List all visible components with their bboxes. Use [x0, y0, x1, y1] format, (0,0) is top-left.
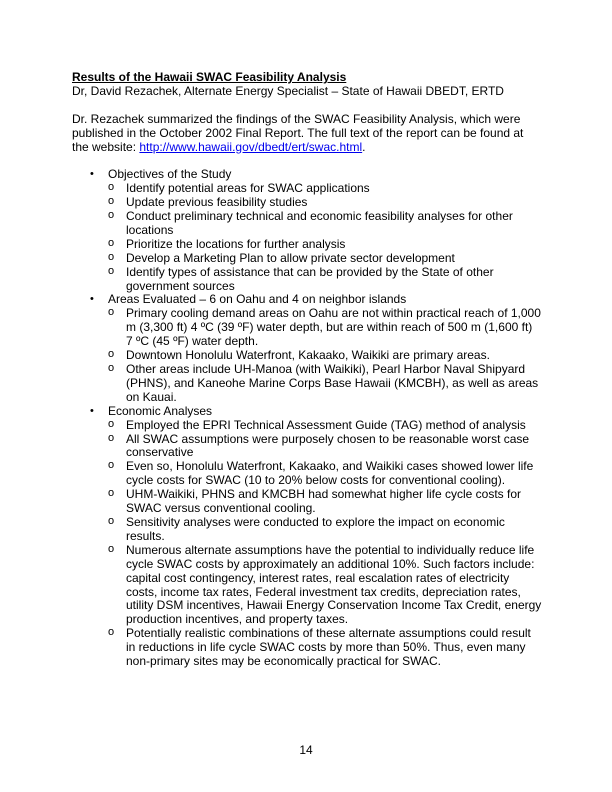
intro-end: .: [362, 139, 366, 154]
findings-list: [72, 168, 542, 669]
section-economic-analyses: [72, 405, 542, 669]
list-item: o Numerous alternate assumptions have the potential to individually reduce life cycle SWAC costs by approximately an additional 10%. Such factors include: capital cost contingency, interest rates, real escalation rates of electricity costs, income tax rates, Federal investment tax credits, depreciation rates, utility DSM incentives, Hawaii Energy Conservation Income Tax Credit, energy production incentives, and property taxes.: [108, 542, 542, 627]
sub-list: [108, 307, 542, 404]
sub-list: [108, 419, 542, 669]
list-item: o Primary cooling demand areas on Oahu are not within practical reach of 1,000 m (3,300 ft) 4 ºC (39 ºF) water depth, but are within reach of 500 m (1,600 ft) 7 ºC (45 ºF) water depth.: [108, 306, 541, 349]
list-item: o All SWAC assumptions were purposely chosen to be reasonable worst case conservative: [108, 431, 530, 460]
list-item: o Develop a Marketing Plan to allow private sector development: [108, 250, 455, 265]
circle-bullet-icon: o: [108, 181, 115, 194]
intro-paragraph: [72, 113, 542, 155]
circle-bullet-icon: o: [108, 209, 115, 222]
list-item: o Even so, Honolulu Waterfront, Kakaako, and Waikiki cases showed lower life cycle costs for SWAC (10 to 20% below costs for conventional cooling).: [108, 459, 534, 488]
sub-list: [108, 182, 542, 293]
bullet-icon: •: [90, 404, 94, 417]
list-item: o Identify types of assistance that can be provided by the State of other government sources: [108, 264, 494, 293]
circle-bullet-icon: o: [108, 459, 115, 472]
section-label: Objectives of the Study: [108, 167, 232, 182]
list-item: o Update previous feasibility studies: [108, 195, 308, 210]
section-label: Economic Analyses: [108, 403, 213, 418]
section-label: Areas Evaluated – 6 on Oahu and 4 on neighbor islands: [108, 292, 407, 307]
section-areas-evaluated: [72, 293, 542, 404]
circle-bullet-icon: o: [108, 348, 115, 361]
circle-bullet-icon: o: [108, 542, 115, 555]
author-line: Dr, David Rezachek, Alternate Energy Specialist – State of Hawaii DBEDT, ERTD: [72, 83, 504, 98]
bullet-icon: •: [90, 168, 94, 181]
list-item: o Other areas include UH-Manoa (with Waikiki), Pearl Harbor Naval Shipyard (PHNS), and Kaneohe Marine Corps Base Hawaii (KMCBH), as well as areas on Kauai.: [108, 362, 539, 404]
circle-bullet-icon: o: [108, 514, 115, 527]
circle-bullet-icon: o: [108, 362, 115, 374]
bullet-icon: •: [90, 293, 94, 306]
circle-bullet-icon: o: [108, 417, 115, 430]
report-link[interactable]: http://www.hawaii.gov/dbedt/ert/swac.html: [139, 139, 363, 154]
circle-bullet-icon: o: [108, 626, 115, 639]
document-title: Results of the Hawaii SWAC Feasibility Analysis: [72, 70, 347, 84]
list-item: o Sensitivity analyses were conducted to explore the impact on economic results.: [108, 514, 505, 543]
list-item: o Potentially realistic combinations of these alternate assumptions could result in reductions in life cycle SWAC costs by more than 50%. Thus, even many non-primary sites may be economically practical for SWAC.: [108, 626, 531, 669]
list-item: o Downtown Honolulu Waterfront, Kakaako, Waikiki are primary areas.: [108, 348, 490, 363]
page-number: 14: [299, 743, 313, 757]
list-item: o Prioritize the locations for further analysis: [108, 236, 346, 251]
circle-bullet-icon: o: [108, 195, 115, 208]
document-page: [72, 71, 542, 669]
circle-bullet-icon: o: [108, 264, 115, 277]
list-item: o Identify potential areas for SWAC applications: [108, 181, 370, 196]
list-item: o Employed the EPRI Technical Assessment Guide (TAG) method of analysis: [108, 417, 526, 432]
list-item: o Conduct preliminary technical and economic feasibility analyses for other locations: [108, 209, 513, 237]
circle-bullet-icon: o: [108, 250, 115, 263]
section-objectives: [72, 168, 542, 293]
circle-bullet-icon: o: [108, 487, 115, 500]
intro-text: Dr. Rezachek summarized the findings of the SWAC Feasibility Analysis, which were published in the October 2002 Final Report. The full text of the report can be found at the website:: [72, 111, 524, 154]
circle-bullet-icon: o: [108, 236, 115, 249]
circle-bullet-icon: o: [108, 431, 115, 444]
list-item: o UHM-Waikiki, PHNS and KMCBH had somewhat higher life cycle costs for SWAC versus conventional cooling.: [108, 487, 522, 516]
circle-bullet-icon: o: [108, 306, 115, 319]
